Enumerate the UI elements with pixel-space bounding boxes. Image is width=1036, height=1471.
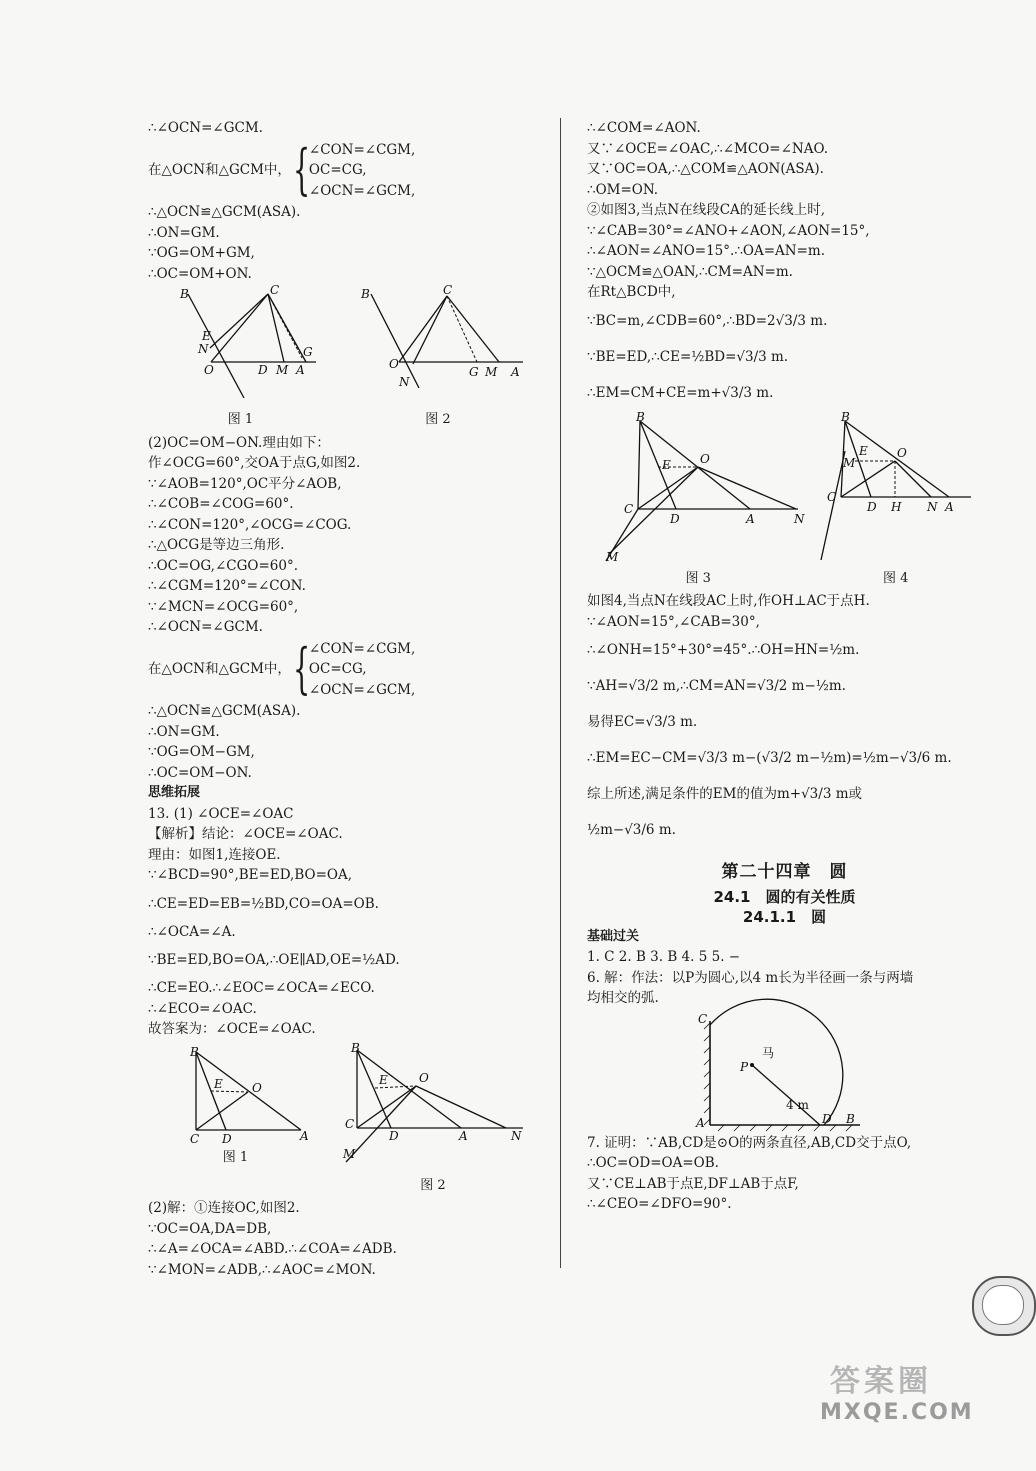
text-line: ∴OC=OD=OA=OB. [587, 1155, 719, 1171]
svg-text:D: D [221, 1131, 232, 1146]
text-line: 13. (1) ∠OCE=∠OAC [148, 805, 294, 822]
figure-row [587, 1013, 982, 1131]
text-line: 又∵OC=OA,∴△COM≌△AON(ASA). [587, 161, 824, 177]
text-line: ∵∠MCN=∠OCG=60°, [148, 598, 299, 615]
svg-text:C: C [442, 283, 452, 297]
figure-caption: 图 4 [883, 570, 909, 586]
svg-text:A: A [295, 363, 305, 377]
svg-text:B: B [840, 409, 850, 424]
condition: ∠CON=∠CGM, [308, 640, 416, 657]
svg-text:G: G [302, 345, 313, 359]
figure-row [587, 409, 982, 590]
svg-text:C: C [269, 283, 279, 297]
right-column [587, 118, 982, 1215]
text-line: ∴△OCG是等边三角形. [148, 537, 285, 553]
svg-text:H: H [890, 499, 902, 514]
congruence-block [148, 140, 543, 202]
text-line: ∵∠AON=15°,∠CAB=30°, [587, 613, 760, 630]
text-line: ∴∠ECO=∠OAC. [148, 1000, 257, 1017]
text-line: 作∠OCG=60°,交OA于点G,如图2. [148, 455, 361, 471]
text-line: ∵AH=√3/2 m,∴CM=AN=√3/2 m−½m. [587, 678, 846, 694]
text-line: ∴EM=CM+CE=m+√3/3 m. [587, 384, 774, 401]
figure-caption: 图 2 [420, 1177, 446, 1193]
geometry-figure-4 [341, 1040, 526, 1172]
geometry-figure-2 [351, 283, 526, 406]
text-line: ∴∠CEO=∠DFO=90°. [587, 1196, 732, 1212]
text-line: 6. 解：作法：以P为圆心,以4 m长为半径画一条与两墙 [587, 969, 914, 986]
svg-text:A: A [944, 499, 954, 514]
text-line: ∴∠COM=∠AON. [587, 120, 701, 136]
text-line: 又∵∠OCE=∠OAC,∴∠MCO=∠NAO. [587, 140, 829, 157]
text-line: ∵∠CAB=30°=∠ANO+∠AON,∠AON=15°, [587, 222, 870, 239]
text-line: ∵BE=ED,BO=OA,∴OE∥AD,OE=½AD. [148, 952, 400, 968]
geometry-figure-6 [821, 409, 971, 565]
text-line: ∵OG=OM+GM, [148, 245, 255, 261]
wall-arc-figure [690, 1013, 880, 1131]
text-line: ∴ON=GM. [148, 723, 220, 740]
svg-text:N: N [398, 375, 409, 389]
svg-text:N: N [794, 511, 805, 526]
svg-text:N: N [197, 342, 208, 356]
svg-text:C: C [344, 1116, 354, 1131]
text-line: ∴△OCN≌△GCM(ASA). [148, 703, 301, 719]
page-number-tab [972, 1276, 1036, 1336]
svg-text:O: O [896, 445, 907, 460]
congruence-block [148, 639, 543, 701]
condition: OC=CG, [308, 661, 367, 677]
section-title: 24.1 圆的有关性质 [713, 887, 856, 906]
condition: ∠OCN=∠GCM, [308, 182, 416, 199]
svg-text:D: D [670, 511, 680, 526]
radius-label: 4 m [785, 1097, 809, 1112]
svg-text:B: B [636, 409, 646, 424]
text-line: ∴∠OCN=∠GCM. [148, 619, 263, 635]
text-line: ∴EM=EC−CM=√3/3 m−(√3/2 m−½m)=½m−√3/6 m. [587, 750, 952, 766]
text-line: 7. 证明：∵AB,CD是⊙O的两条直径,AB,CD交于点O, [587, 1134, 912, 1151]
section-heading: 基础过关 [587, 928, 640, 944]
figure [166, 283, 316, 431]
svg-text:O: O [251, 1080, 262, 1095]
geometry-figure-3 [166, 1044, 309, 1146]
figure [166, 1044, 309, 1197]
text-line: ∴OM=ON. [587, 181, 659, 198]
svg-text:B: B [179, 287, 189, 301]
figure-row [148, 1040, 543, 1197]
watermark-logo: 答案圈 [830, 1364, 932, 1399]
svg-text:E: E [201, 329, 211, 343]
figure-caption: 图 2 [425, 412, 451, 427]
text-line: ∴CE=ED=EB=½BD,CO=OA=OB. [148, 895, 379, 912]
text-line: ∵BC=m,∠CDB=60°,∴BD=2√3/3 m. [587, 312, 828, 329]
svg-text:A: A [746, 511, 755, 526]
svg-text:D: D [866, 499, 877, 514]
svg-text:N: N [510, 1128, 521, 1143]
section-heading: 思维拓展 [148, 785, 201, 800]
text-line: ∴∠OCA=∠A. [148, 923, 236, 940]
left-column [148, 118, 543, 1280]
figure [341, 1040, 526, 1197]
text-line: ∴△OCN≌△GCM(ASA). [148, 204, 301, 220]
text-line: 1. C 2. B 3. B 4. 5 5. − [587, 949, 741, 965]
text-line: 综上所述,满足条件的EM的值为m+√3/3 m或 [587, 786, 863, 802]
svg-text:E: E [378, 1072, 388, 1087]
brace-icon: { [292, 637, 311, 701]
svg-text:C: C [189, 1131, 199, 1146]
text-line: 均相交的弧. [587, 990, 659, 1006]
text-line: ∴∠CON=120°,∠OCG=∠COG. [148, 516, 352, 533]
figure [598, 409, 805, 590]
chapter-title: 第二十四章 圆 [721, 862, 848, 882]
condition: OC=CG, [308, 162, 367, 178]
congruence-lead: 在△OCN和△GCM中， [148, 661, 291, 677]
text-line: (2)OC=OM−ON.理由如下： [148, 434, 330, 451]
text-line: ∴∠ONH=15°+30°=45°.∴OH=HN=½m. [587, 642, 860, 658]
svg-text:C: C [697, 1011, 707, 1026]
condition: ∠OCN=∠GCM, [308, 681, 416, 698]
svg-text:M: M [484, 365, 497, 379]
figure [821, 409, 971, 590]
svg-text:A: A [695, 1115, 705, 1130]
geometry-figure-1 [166, 283, 316, 406]
svg-text:M: M [342, 1146, 355, 1161]
text-line: ∴ON=GM. [148, 224, 220, 241]
figure-caption: 图 1 [227, 412, 254, 427]
svg-text:D: D [388, 1128, 399, 1143]
geometry-figure-5 [598, 409, 805, 565]
text-line: ∵∠MON=∠ADB,∴∠AOC=∠MON. [148, 1261, 376, 1278]
condition: ∠CON=∠CGM, [308, 141, 416, 158]
text-line: ∴CE=EO.∴∠EOC=∠OCA=∠ECO. [148, 980, 375, 996]
text-line: ∵∠AOB=120°,OC平分∠AOB, [148, 475, 342, 492]
text-line: ∴∠CGM=120°=∠CON. [148, 578, 306, 594]
svg-text:M: M [606, 549, 619, 564]
text-line: ½m−√3/6 m. [587, 822, 676, 838]
text-line: ∵OC=OA,DA=DB, [148, 1220, 272, 1237]
text-line: 易得EC=√3/3 m. [587, 714, 698, 730]
text-line: 如图4,当点N在线段AC上时,作OH⊥AC于点H. [587, 593, 870, 609]
text-line: ∵OG=OM−GM, [148, 744, 255, 760]
text-line: (2)解：①连接OC,如图2. [148, 1200, 300, 1216]
svg-text:B: B [350, 1040, 360, 1055]
svg-text:C: C [826, 489, 836, 504]
svg-text:G: G [468, 365, 479, 379]
svg-text:O: O [388, 357, 399, 371]
text-line: ∵△OCM≌△OAN,∴CM=AN=m. [587, 263, 793, 280]
svg-text:D: D [257, 363, 268, 377]
text-line: 故答案为：∠OCE=∠OAC. [148, 1021, 316, 1037]
svg-text:E: E [213, 1076, 223, 1091]
svg-text:B: B [845, 1111, 855, 1126]
text-line: ∴∠COB=∠COG=60°. [148, 496, 294, 512]
svg-text:A: A [510, 365, 520, 379]
svg-text:O: O [418, 1070, 429, 1085]
text-line: ∴∠OCN=∠GCM. [148, 120, 263, 136]
text-line: ∴OC=OM+ON. [148, 265, 252, 282]
watermark-site: MXQE.COM [820, 1400, 974, 1425]
svg-text:B: B [360, 287, 370, 301]
svg-text:M: M [275, 363, 288, 377]
svg-text:O: O [203, 363, 214, 377]
text-line: ∴OC=OG,∠CGO=60°. [148, 557, 298, 574]
text-line: 在Rt△BCD中, [587, 284, 676, 300]
text-line: 理由：如图1,连接OE. [148, 846, 281, 863]
text-line: ∴∠AON=∠ANO=15°.∴OA=AN=m. [587, 243, 825, 259]
text-line: 又∵CE⊥AB于点E,DF⊥AB于点F, [587, 1175, 799, 1192]
svg-text:E: E [858, 443, 868, 458]
figure-row [148, 283, 543, 431]
svg-text:A: A [458, 1128, 468, 1143]
svg-text:M: M [842, 455, 856, 470]
svg-text:D: D [821, 1111, 832, 1126]
text-line: ∵BE=ED,∴CE=½BD=√3/3 m. [587, 348, 789, 365]
figure-caption: 图 3 [685, 570, 711, 586]
horse-label: 马 [761, 1045, 774, 1060]
text-line: ②如图3,当点N在线段CA的延长线上时, [587, 202, 826, 218]
brace-icon: { [292, 138, 311, 202]
svg-text:B: B [189, 1044, 199, 1059]
text-line: ∵∠BCD=90°,BE=ED,BO=OA, [148, 867, 352, 883]
text-line: 【解析】结论：∠OCE=∠OAC. [148, 826, 343, 842]
text-line: ∴OC=OM−ON. [148, 764, 252, 781]
column-divider [560, 118, 561, 1268]
text-line: ∴∠A=∠OCA=∠ABD.∴∠COA=∠ADB. [148, 1241, 397, 1257]
svg-text:N: N [926, 499, 938, 514]
svg-text:O: O [700, 451, 711, 466]
figure-caption: 图 1 [222, 1149, 249, 1165]
svg-text:C: C [624, 501, 634, 516]
svg-text:A: A [299, 1128, 309, 1143]
subsection-title: 24.1.1 圆 [742, 907, 827, 926]
figure [351, 283, 526, 431]
congruence-lead: 在△OCN和△GCM中， [148, 162, 291, 178]
svg-text:P: P [739, 1059, 748, 1074]
svg-text:E: E [662, 457, 672, 472]
